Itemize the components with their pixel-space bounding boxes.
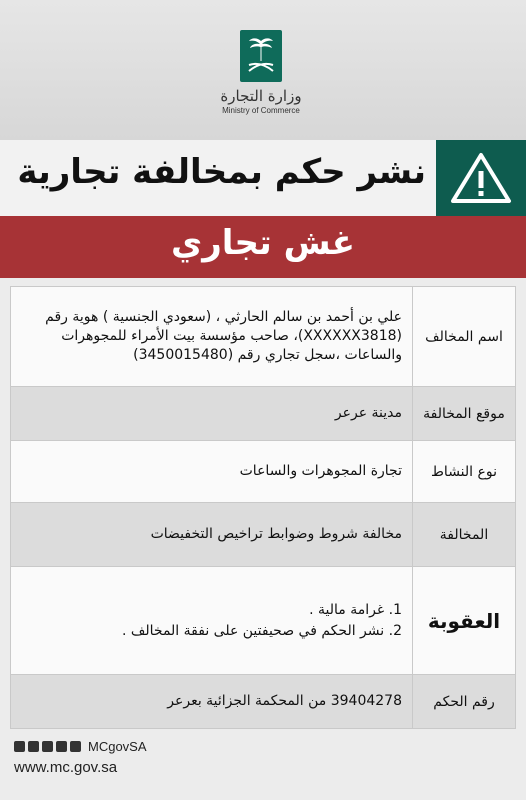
youtube-icon[interactable] [56, 741, 67, 752]
instagram-icon[interactable] [42, 741, 53, 752]
palm-swords-emblem-icon [240, 30, 282, 82]
table-row-ruling [11, 675, 516, 729]
page-title: نشر حكم بمخالفة تجارية [17, 152, 426, 192]
violator-value: علي بن أحمد بن سالم الحارثي ، (سعودي الجنسية ) هوية رقم (XXXXXX3818)، صاحب مؤسسة بيت الأمراء للمجوهرات والساعات ،سجل تجاري رقم (3450015480) [11, 287, 413, 387]
logo-english-text: Ministry of Commerce [222, 106, 300, 115]
social-icons [14, 738, 147, 754]
table-row-violator [11, 287, 516, 387]
penalty-item: 2. نشر الحكم في صحيفتين على نفقة المخالف . [121, 622, 402, 639]
logo-arabic-text: وزارة التجارة [220, 87, 302, 105]
header [0, 0, 526, 140]
facebook-icon[interactable] [28, 741, 39, 752]
table-row-location [11, 387, 516, 441]
footer [14, 738, 147, 776]
details-table [10, 286, 516, 729]
social-handle[interactable]: MCgovSA [88, 738, 147, 754]
table-row-penalty [11, 567, 516, 675]
penalty-value [11, 567, 413, 675]
website-url[interactable]: www.mc.gov.sa [14, 759, 118, 776]
violator-label: اسم المخالف [413, 287, 516, 387]
subtitle: غش تجاري [171, 223, 355, 263]
warning-triangle-icon [449, 151, 513, 205]
activity-value: تجارة المجوهرات والساعات [11, 441, 413, 503]
activity-label: نوع النشاط [413, 441, 516, 503]
penalty-item: 1. غرامة مالية . [309, 601, 402, 618]
ruling-value: 39404278 من المحكمة الجزائية بعرعر [11, 675, 413, 729]
location-label: موقع المخالفة [413, 387, 516, 441]
penalty-label: العقوبة [413, 567, 516, 675]
table-row-violation [11, 503, 516, 567]
warning-box [436, 140, 526, 216]
violation-value: مخالفة شروط وضوابط تراخيص التخفيضات [11, 503, 413, 567]
location-value: مدينة عرعر [11, 387, 413, 441]
twitter-icon[interactable] [14, 741, 25, 752]
play-icon[interactable] [70, 741, 81, 752]
violation-label: المخالفة [413, 503, 516, 567]
table-row-activity [11, 441, 516, 503]
ministry-logo [211, 30, 311, 115]
ruling-label: رقم الحكم [413, 675, 516, 729]
